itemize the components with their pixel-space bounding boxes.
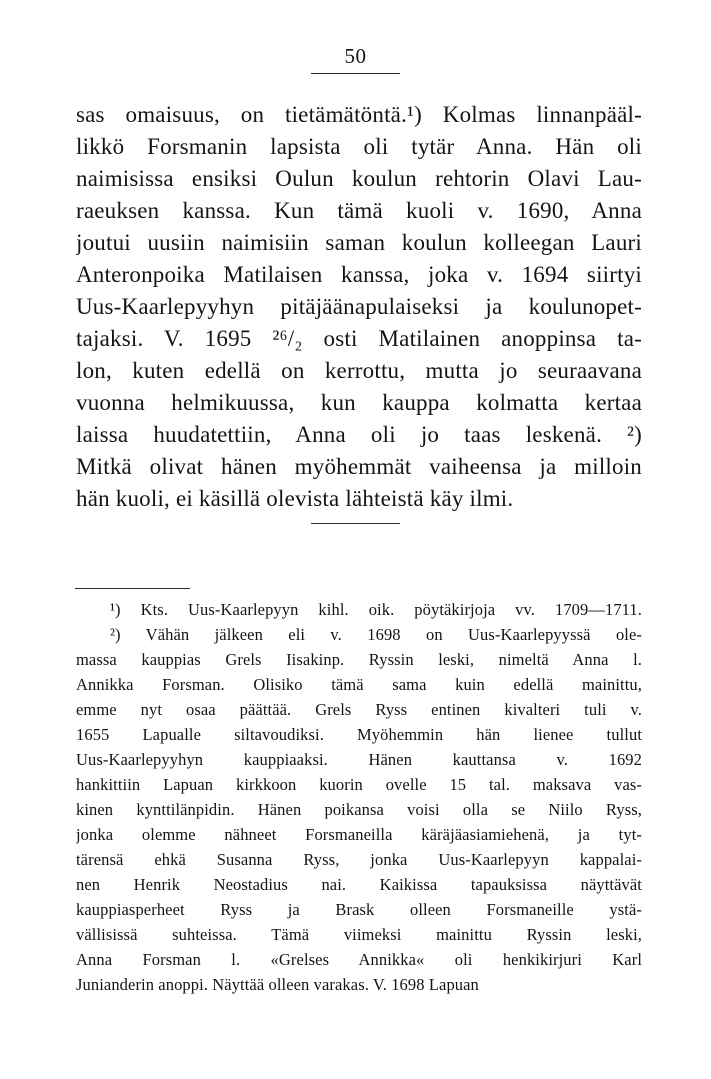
body-line: vuonna helmikuussa, kun kauppa kolmatta kertaa <box>76 390 642 415</box>
footnote-line: tärensä ehkä Susanna Ryss, jonka Uus-Kaarlepyyn kappalai- <box>76 850 642 869</box>
body-line: Mitkä olivat hänen myöhemmät vaiheensa ja milloin <box>76 454 642 479</box>
body-line: likkö Forsmanin lapsista oli tytär Anna. Hän oli <box>76 134 642 159</box>
body-line: Anteronpoika Matilaisen kanssa, joka v. 1694 siirtyi <box>76 262 642 287</box>
page-number: 50 <box>344 44 367 68</box>
body-line: naimisissa ensiksi Oulun koulun rehtorin Olavi Lau- <box>76 166 642 191</box>
footnote-line: hankittiin Lapuan kirkkoon kuorin ovelle 15 tal. maksava vas- <box>76 775 642 794</box>
header-rule <box>311 73 400 74</box>
footnote-line: ¹) Kts. Uus-Kaarlepyyn kihl. oik. pöytäkirjoja vv. 1709—1711. <box>110 600 642 619</box>
section-rule <box>311 523 400 524</box>
footnote-line: Anna Forsman l. «Grelses Annikka« oli henkikirjuri Karl <box>76 950 642 969</box>
footnote-line: emme nyt osaa päättää. Grels Ryss entinen kivalteri tuli v. <box>76 700 642 719</box>
footnote-rule <box>75 588 190 589</box>
body-line: laissa huudatettiin, Anna oli jo taas leskenä. ²) <box>76 422 642 447</box>
footnote-line: jonka olemme nähneet Forsmaneilla käräjäasiamiehenä, ja tyt- <box>76 825 642 844</box>
body-line: tajaksi. V. 1695 ²⁶/₂ osti Matilainen anoppinsa ta- <box>76 326 642 351</box>
footnote-line: Junianderin anoppi. Näyttää olleen varakas. V. 1698 Lapuan <box>76 975 479 994</box>
body-line: raeuksen kanssa. Kun tämä kuoli v. 1690, Anna <box>76 198 642 223</box>
body-line: joutui uusiin naimisiin saman koulun kolleegan Lauri <box>76 230 642 255</box>
body-line: hän kuoli, ei käsillä olevista lähteistä käy ilmi. <box>76 486 514 511</box>
footnote-line: 1655 Lapualle siltavoudiksi. Myöhemmin hän lienee tullut <box>76 725 642 744</box>
footnote-line: vällisissä suhteissa. Tämä viimeksi mainittu Ryssin leski, <box>76 925 642 944</box>
footnote-line: kauppiasperheet Ryss ja Brask olleen Forsmaneille ystä- <box>76 900 642 919</box>
footnote-line: Annikka Forsman. Olisiko tämä sama kuin edellä mainittu, <box>76 675 642 694</box>
footnote-line: nen Henrik Neostadius nai. Kaikissa tapauksissa näyttävät <box>76 875 642 894</box>
body-line: sas omaisuus, on tietämätöntä.¹) Kolmas linnanpääl- <box>76 102 642 127</box>
body-line: lon, kuten edellä on kerrottu, mutta jo seuraavana <box>76 358 642 383</box>
body-line: Uus-Kaarlepyyhyn pitäjäänapulaiseksi ja koulunopet- <box>76 294 642 319</box>
footnote-line: ²) Vähän jälkeen eli v. 1698 on Uus-Kaarlepyyssä ole- <box>110 625 642 644</box>
footnote-line: kinen kynttilänpidin. Hänen poikansa voisi olla se Niilo Ryss, <box>76 800 642 819</box>
footnote-line: Uus-Kaarlepyyhyn kauppiaaksi. Hänen kauttansa v. 1692 <box>76 750 642 769</box>
footnote-line: massa kauppias Grels Iisakinp. Ryssin leski, nimeltä Anna l. <box>76 650 642 669</box>
